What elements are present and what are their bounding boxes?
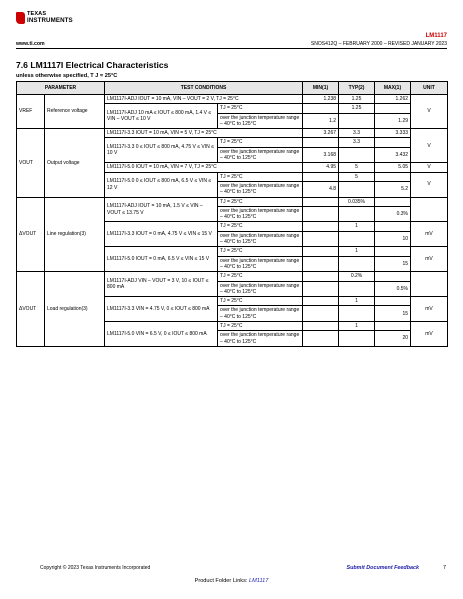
cell-unit: V [411, 129, 448, 163]
table-row [17, 95, 448, 104]
page-number: 7 [443, 565, 446, 571]
cell-max [375, 272, 411, 281]
cell-parameter: Reference voltage [45, 95, 105, 129]
cell-unit: V [411, 95, 448, 129]
cell-typ [339, 206, 375, 222]
cell-subcondition: over the junction temperature range – 40°C to 125°C [218, 281, 303, 297]
cell-subcondition: over the junction temperature range – 40°C to 125°C [218, 331, 303, 347]
cell-subcondition: TJ = 25°C [218, 172, 303, 181]
cell-subcondition: TJ = 25°C [218, 247, 303, 256]
cell-condition: LM1117I-3.3 0 ≤ IOUT ≤ 800 mA, 4.75 V ≤ VIN ≤ 10 V [105, 138, 218, 163]
folder-label: Product Folder Links: [194, 578, 250, 584]
cell-min [303, 206, 339, 222]
cell-typ: 3.3 [339, 129, 375, 138]
cell-min [303, 172, 339, 181]
cell-min [303, 256, 339, 272]
cell-max: 10 [375, 231, 411, 247]
ti-logo-icon [16, 12, 25, 24]
cell-condition: LM1117I-5.0 IOUT = 10 mA, VIN = 7 V, TJ = 25°C [105, 163, 303, 172]
cell-max: 15 [375, 306, 411, 322]
cell-max: 5.05 [375, 163, 411, 172]
cell-min: 3.267 [303, 129, 339, 138]
cell-typ: 0.2% [339, 272, 375, 281]
cell-max [375, 322, 411, 331]
cell-min: 4.95 [303, 163, 339, 172]
cell-subcondition: over the junction temperature range – 40°C to 125°C [218, 231, 303, 247]
cell-subcondition: TJ = 25°C [218, 138, 303, 147]
cell-max: 20 [375, 331, 411, 347]
cell-min: 4.8 [303, 181, 339, 197]
website-link[interactable]: www.ti.com [16, 41, 45, 47]
doc-info: SNOS412Q – FEBRUARY 2000 – REVISED JANUARY 2023 [310, 41, 447, 47]
cell-subcondition: over the junction temperature range – 40°C to 125°C [218, 256, 303, 272]
cell-condition: LM1117I-ADJ 10 mA ≤ IOUT ≤ 800 mA, 1.4 V ≤ VIN – VOUT ≤ 10 V [105, 104, 218, 129]
logo-line1: TEXAS [27, 11, 47, 17]
section-title: 7.6 LM1117I Electrical Characteristics [16, 60, 169, 70]
cell-max [375, 138, 411, 147]
cell-max [375, 197, 411, 206]
header-min: MIN(1) [303, 82, 339, 95]
table-row [17, 272, 448, 281]
cell-max [375, 104, 411, 113]
cell-typ [339, 181, 375, 197]
cell-typ [339, 147, 375, 163]
product-folder-links [0, 578, 463, 584]
cell-min [303, 306, 339, 322]
cell-unit: V [411, 172, 448, 197]
cell-min: 1.2 [303, 113, 339, 129]
cell-max: 15 [375, 256, 411, 272]
cell-parameter: Load regulation(3) [45, 272, 105, 347]
cell-max [375, 297, 411, 306]
cell-condition: LM1117I-3.3 IOUT = 10 mA, VIN = 5 V, TJ = 25°C [105, 129, 303, 138]
copyright: Copyright © 2023 Texas Instruments Incorporated [40, 565, 151, 571]
cell-condition: LM1117I-5.0 VIN = 6.5 V, 0 ≤ IOUT ≤ 800 mA [105, 322, 218, 347]
cell-subcondition: TJ = 25°C [218, 322, 303, 331]
cell-unit: V [411, 163, 448, 172]
cell-typ [339, 331, 375, 347]
cell-min [303, 272, 339, 281]
cell-condition: LM1117I-ADJ IOUT = 10 mA, 1.5 V ≤ VIN – VOUT ≤ 13.75 V [105, 197, 218, 222]
cell-min [303, 222, 339, 231]
cell-condition: LM1117I-ADJ VIN – VOUT = 3 V, 10 ≤ IOUT ≤ 800 mA [105, 272, 218, 297]
cell-subcondition: TJ = 25°C [218, 197, 303, 206]
cell-condition: LM1117I-3.3 IOUT = 0 mA, 4.75 V ≤ VIN ≤ 15 V [105, 222, 218, 247]
cell-parameter: Output voltage [45, 129, 105, 197]
cell-subcondition: over the junction temperature range – 40°C to 125°C [218, 206, 303, 222]
cell-min: 1.238 [303, 95, 339, 104]
submit-feedback-link[interactable]: Submit Document Feedback [346, 565, 419, 571]
cell-typ: 1 [339, 322, 375, 331]
cell-condition: LM1117I-3.3 VIN = 4.75 V, 0 ≤ IOUT ≤ 800 mA [105, 297, 218, 322]
cell-typ: 3.3 [339, 138, 375, 147]
cell-min [303, 297, 339, 306]
cell-max [375, 222, 411, 231]
cell-typ [339, 256, 375, 272]
cell-subcondition: over the junction temperature range – 40°C to 125°C [218, 181, 303, 197]
cell-symbol: ΔVOUT [17, 197, 45, 272]
cell-typ [339, 306, 375, 322]
cell-unit: mV [411, 297, 448, 322]
table-row [17, 129, 448, 138]
cell-unit: mV [411, 322, 448, 347]
header-parameter: PARAMETER [17, 82, 105, 95]
cell-symbol: VREF [17, 95, 45, 129]
cell-subcondition: TJ = 25°C [218, 104, 303, 113]
cell-max [375, 247, 411, 256]
cell-condition: LM1117I-ADJ IOUT = 10 mA, VIN – VOUT = 2 V, TJ = 25°C [105, 95, 303, 104]
table-row [17, 197, 448, 206]
cell-subcondition: over the junction temperature range – 40°C to 125°C [218, 306, 303, 322]
cell-subcondition: TJ = 25°C [218, 297, 303, 306]
cell-unit [411, 272, 448, 297]
cell-typ: 5 [339, 163, 375, 172]
cell-typ: 1 [339, 247, 375, 256]
cell-unit: mV [411, 247, 448, 272]
cell-min: 3.168 [303, 147, 339, 163]
cell-typ [339, 113, 375, 129]
cell-max: 0.3% [375, 206, 411, 222]
cell-typ [339, 231, 375, 247]
part-number: LM1117 [425, 33, 447, 39]
cell-min [303, 138, 339, 147]
cell-max: 3.432 [375, 147, 411, 163]
cell-condition: LM1117I-5.0 IOUT = 0 mA, 6.5 V ≤ VIN ≤ 15 V [105, 247, 218, 272]
header-typ: TYP(2) [339, 82, 375, 95]
header-unit: UNIT [411, 82, 448, 95]
header-test-conditions: TEST CONDITIONS [105, 82, 303, 95]
ti-logo [16, 12, 73, 24]
cell-parameter: Line regulation(3) [45, 197, 105, 272]
cell-subcondition: over the junction temperature range – 40°C to 125°C [218, 113, 303, 129]
cell-typ: 1.25 [339, 95, 375, 104]
cell-typ: 1 [339, 297, 375, 306]
cell-min [303, 331, 339, 347]
cell-typ: 1.25 [339, 104, 375, 113]
conditions-note: unless otherwise specified, T J = 25°C [16, 73, 118, 79]
electrical-characteristics-table [16, 81, 448, 347]
cell-max: 1.29 [375, 113, 411, 129]
cell-subcondition: TJ = 25°C [218, 272, 303, 281]
cell-subcondition: TJ = 25°C [218, 222, 303, 231]
cell-symbol: ΔVOUT [17, 272, 45, 347]
cell-min [303, 231, 339, 247]
cell-unit: mV [411, 222, 448, 247]
logo-line2: INSTRUMENTS [27, 16, 73, 24]
cell-min [303, 281, 339, 297]
cell-typ [339, 281, 375, 297]
cell-typ: 0.035% [339, 197, 375, 206]
header-divider [16, 48, 447, 49]
cell-max: 0.5% [375, 281, 411, 297]
cell-max [375, 172, 411, 181]
logo-text [27, 12, 73, 23]
cell-max: 1.262 [375, 95, 411, 104]
cell-condition: LM1117I-5.0 0 ≤ IOUT ≤ 800 mA, 6.5 V ≤ VIN ≤ 12 V [105, 172, 218, 197]
folder-link[interactable]: LM1117 [249, 578, 269, 584]
cell-unit [411, 197, 448, 222]
cell-min [303, 247, 339, 256]
cell-typ: 1 [339, 222, 375, 231]
cell-typ: 5 [339, 172, 375, 181]
cell-max: 3.333 [375, 129, 411, 138]
cell-symbol: VOUT [17, 129, 45, 197]
header-max: MAX(1) [375, 82, 411, 95]
cell-max: 5.2 [375, 181, 411, 197]
cell-min [303, 104, 339, 113]
table-header-row [17, 82, 448, 95]
cell-min [303, 322, 339, 331]
cell-min [303, 197, 339, 206]
cell-subcondition: over the junction temperature range – 40°C to 125°C [218, 147, 303, 163]
